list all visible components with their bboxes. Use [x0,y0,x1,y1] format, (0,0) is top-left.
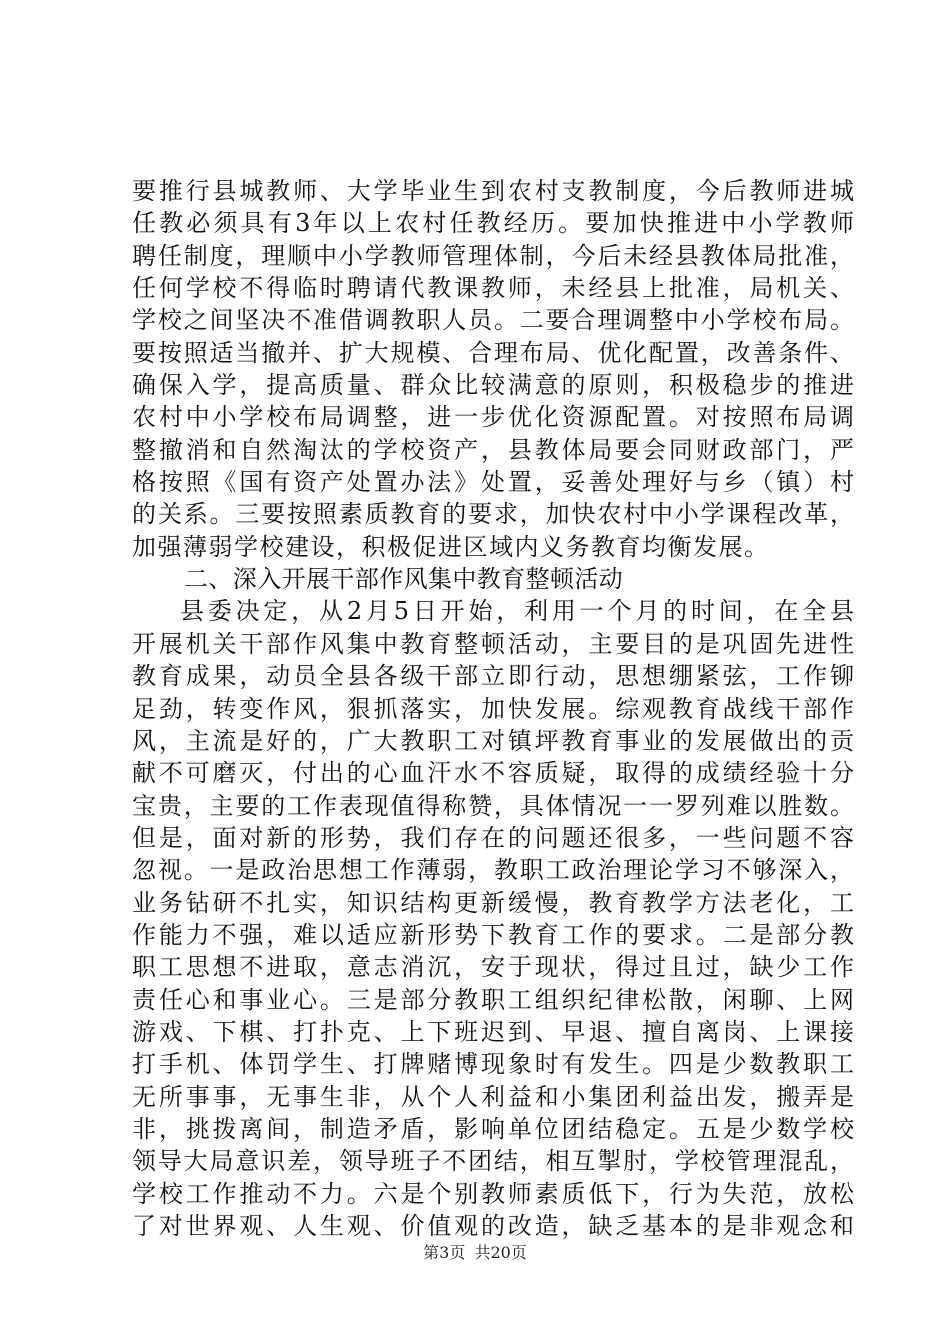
page-number: 第3页 [423,1243,466,1262]
text-line: 足劲，转变作风，狠抓落实，加快发展。综观教育战线干部作 [132,694,854,723]
text-line: 任何学校不得临时聘请代教课教师，未经县上批准，局机关、 [132,274,854,303]
text-line: 非，挑拨离间，制造矛盾，影响单位团结稳定。五是少数学校 [132,1114,854,1143]
text-line: 确保入学，提高质量、群众比较满意的原则，积极稳步的推进 [132,371,854,400]
page-footer [0,1242,950,1264]
text-line: 县委决定，从2月5日开始，利用一个月的时间，在全县 [180,597,854,626]
text-line: 的关系。三要按照素质教育的要求，加快农村中小学课程改革， [132,500,854,529]
text-line: 无所事事，无事生非，从个人利益和小集团利益出发，搬弄是 [132,1082,854,1111]
text-line: 风，主流是好的，广大教职工对镇坪教育事业的发展做出的贡 [132,726,854,755]
text-line: 但是，面对新的形势，我们存在的问题还很多，一些问题不容 [132,823,854,852]
text-line: 农村中小学校布局调整，进一步优化资源配置。对按照布局调 [132,403,854,432]
text-line: 要推行县城教师、大学毕业生到农村支教制度，今后教师进城 [132,177,854,205]
text-line: 作能力不强，难以适应新形势下教育工作的要求。二是部分教 [132,920,854,949]
text-line: 要按照适当撤并、扩大规模、合理布局、优化配置，改善条件、 [132,338,854,367]
text-line: 宝贵，主要的工作表现值得称赞，具体情况一一罗列难以胜数。 [132,791,854,820]
text-line: 领导大局意识差，领导班子不团结，相互掣肘，学校管理混乱， [132,1147,854,1176]
text-line: 任教必须具有3年以上农村任教经历。要加快推进中小学教师 [132,209,854,238]
text-line: 格按照《国有资产处置办法》处置，妥善处理好与乡（镇）村 [132,468,854,497]
text-line: 献不可磨灭，付出的心血汗水不容质疑，取得的成绩经验十分 [132,759,854,788]
text-line: 整撤消和自然淘汰的学校资产，县教体局要会同财政部门，严 [132,435,854,464]
section-heading: 二、深入开展干部作风集中教育整顿活动 [184,565,624,594]
text-line: 教育成果，动员全县各级干部立即行动，思想绷紧弦，工作铆 [132,662,854,691]
text-line: 忽视。一是政治思想工作薄弱，教职工政治理论学习不够深入， [132,856,854,885]
text-line: 学校之间坚决不准借调教职人员。二要合理调整中小学校布局。 [132,306,854,335]
text-line: 责任心和事业心。三是部分教职工组织纪律松散，闲聊、上网 [132,985,854,1014]
text-line: 学校工作推动不力。六是个别教师素质低下，行为失范，放松 [132,1179,854,1208]
body-text [132,175,854,1242]
text-line: 开展机关干部作风集中教育整顿活动，主要目的是巩固先进性 [132,629,854,658]
text-line: 了对世界观、人生观、价值观的改造，缺乏基本的是非观念和 [132,1212,854,1240]
text-line: 聘任制度，理顺中小学教师管理体制，今后未经县教体局批准， [132,241,854,270]
page-total: 共20页 [474,1243,527,1262]
text-line: 加强薄弱学校建设，积极促进区域内义务教育均衡发展。 [132,532,770,561]
text-line: 职工思想不进取，意志消沉，安于现状，得过且过，缺少工作 [132,953,854,982]
text-line: 游戏、下棋、打扑克、上下班迟到、早退、擅自离岗、上课接 [132,1017,854,1046]
text-line: 打手机、体罚学生、打牌赌博现象时有发生。四是少数教职工 [132,1050,854,1079]
text-line: 业务钻研不扎实，知识结构更新缓慢，教育教学方法老化，工 [132,888,854,917]
